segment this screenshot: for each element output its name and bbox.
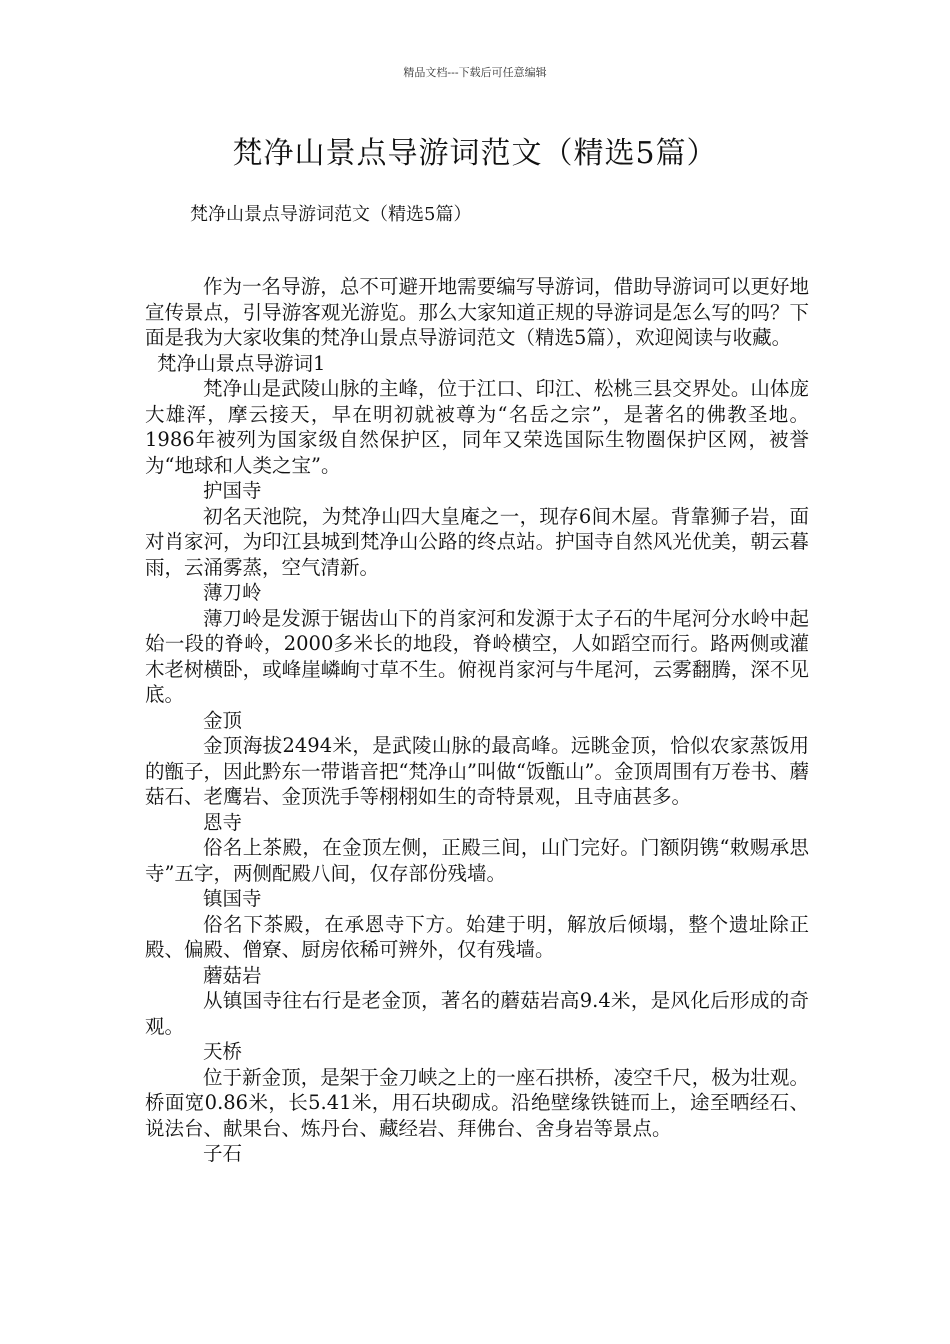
paragraph-en-temple: 俗名上茶殿，在金顶左侧，正殿三间，山门完好。门额阴镌“敕赐承思寺”五字，两侧配殿八间，仅存部份残墙。 <box>145 836 809 885</box>
intro-paragraph: 作为一名导游，总不可避开地需要编写导游词，借助导游词可以更好地宣传景点，引导游客观光游览。那么大家知道正规的导游词是怎么写的吗？下面是我为大家收集的梵净山景点导游词范文（精选5篇），欢迎阅读与收藏。 <box>145 275 809 349</box>
heading-baodao-ridge: 薄刀岭 <box>203 581 262 604</box>
paragraph-baodao-ridge: 薄刀岭是发源于锯齿山下的肖家河和发源于太子石的牛尾河分水岭中起始一段的脊岭，2000多米长的地段，脊岭横空，人如蹈空而行。路两侧或灌木老树横卧，或峰崖嶙峋寸草不生。俯视肖家河与牛尾河，云雾翻腾，深不见底。 <box>145 606 809 706</box>
heading-golden-summit: 金顶 <box>203 708 243 732</box>
section-heading: 梵净山景点导游词1 <box>157 351 326 375</box>
page-subtitle: 梵净山景点导游词范文（精选5篇） <box>190 204 472 225</box>
page-title: 梵净山景点导游词范文（精选5篇） <box>232 136 718 171</box>
heading-sky-bridge: 天桥 <box>203 1040 243 1063</box>
paragraph-mushroom-rock: 从镇国寺往右行是老金顶，著名的蘑菇岩高9.4米，是风化后形成的奇观。 <box>145 989 809 1038</box>
header-note: 精品文档---下载后可任意编辑 <box>403 66 547 79</box>
paragraph-huguo-temple: 初名天池院，为梵净山四大皇庵之一，现存6间木屋。背靠狮子岩，面对肖家河，为印江县城到梵净山公路的终点站。护国寺自然风光优美，朝云暮雨，云涌雾蒸，空气清新。 <box>145 504 809 579</box>
heading-zi-stone: 子石 <box>203 1142 243 1165</box>
paragraph-golden-summit: 金顶海拔2494米，是武陵山脉的最高峰。远眺金顶，恰似农家蒸饭用的甑子，因此黔东一带谐音把“梵净山”叫做“饭甑山”。金顶周围有万卷书、蘑菇石、老鹰岩、金顶洗手等栩栩如生的奇特景观，且寺庙甚多。 <box>145 734 809 808</box>
paragraph-sky-bridge: 位于新金顶，是架于金刀峡之上的一座石拱桥，凌空千尺，极为壮观。桥面宽0.86米，长5.41米，用石块砌成。沿绝壁缘铁链而上，途至晒经石、说法台、献果台、炼丹台、藏经岩、拜佛台、舍身岩等景点。 <box>145 1065 809 1140</box>
heading-zhenguo-temple: 镇国寺 <box>203 887 262 910</box>
heading-en-temple: 恩寺 <box>203 810 243 834</box>
paragraph-overview: 梵净山是武陵山脉的主峰，位于江口、印江、松桃三县交界处。山体庞大雄浑，摩云接天，早在明初就被尊为“名岳之宗”，是著名的佛教圣地。1986年被列为国家级自然保护区，同年又荣选国际生物圈保护区网，被誉为“地球和人类之宝”。 <box>145 377 809 477</box>
heading-mushroom-rock: 蘑菇岩 <box>203 963 262 987</box>
document-body <box>145 274 809 1167</box>
heading-huguo-temple: 护国寺 <box>203 479 262 502</box>
paragraph-zhenguo-temple: 俗名下茶殿，在承恩寺下方。始建于明，解放后倾塌，整个遗址除正殿、偏殿、僧寮、厨房依稀可辨外，仅有残墙。 <box>145 912 809 961</box>
